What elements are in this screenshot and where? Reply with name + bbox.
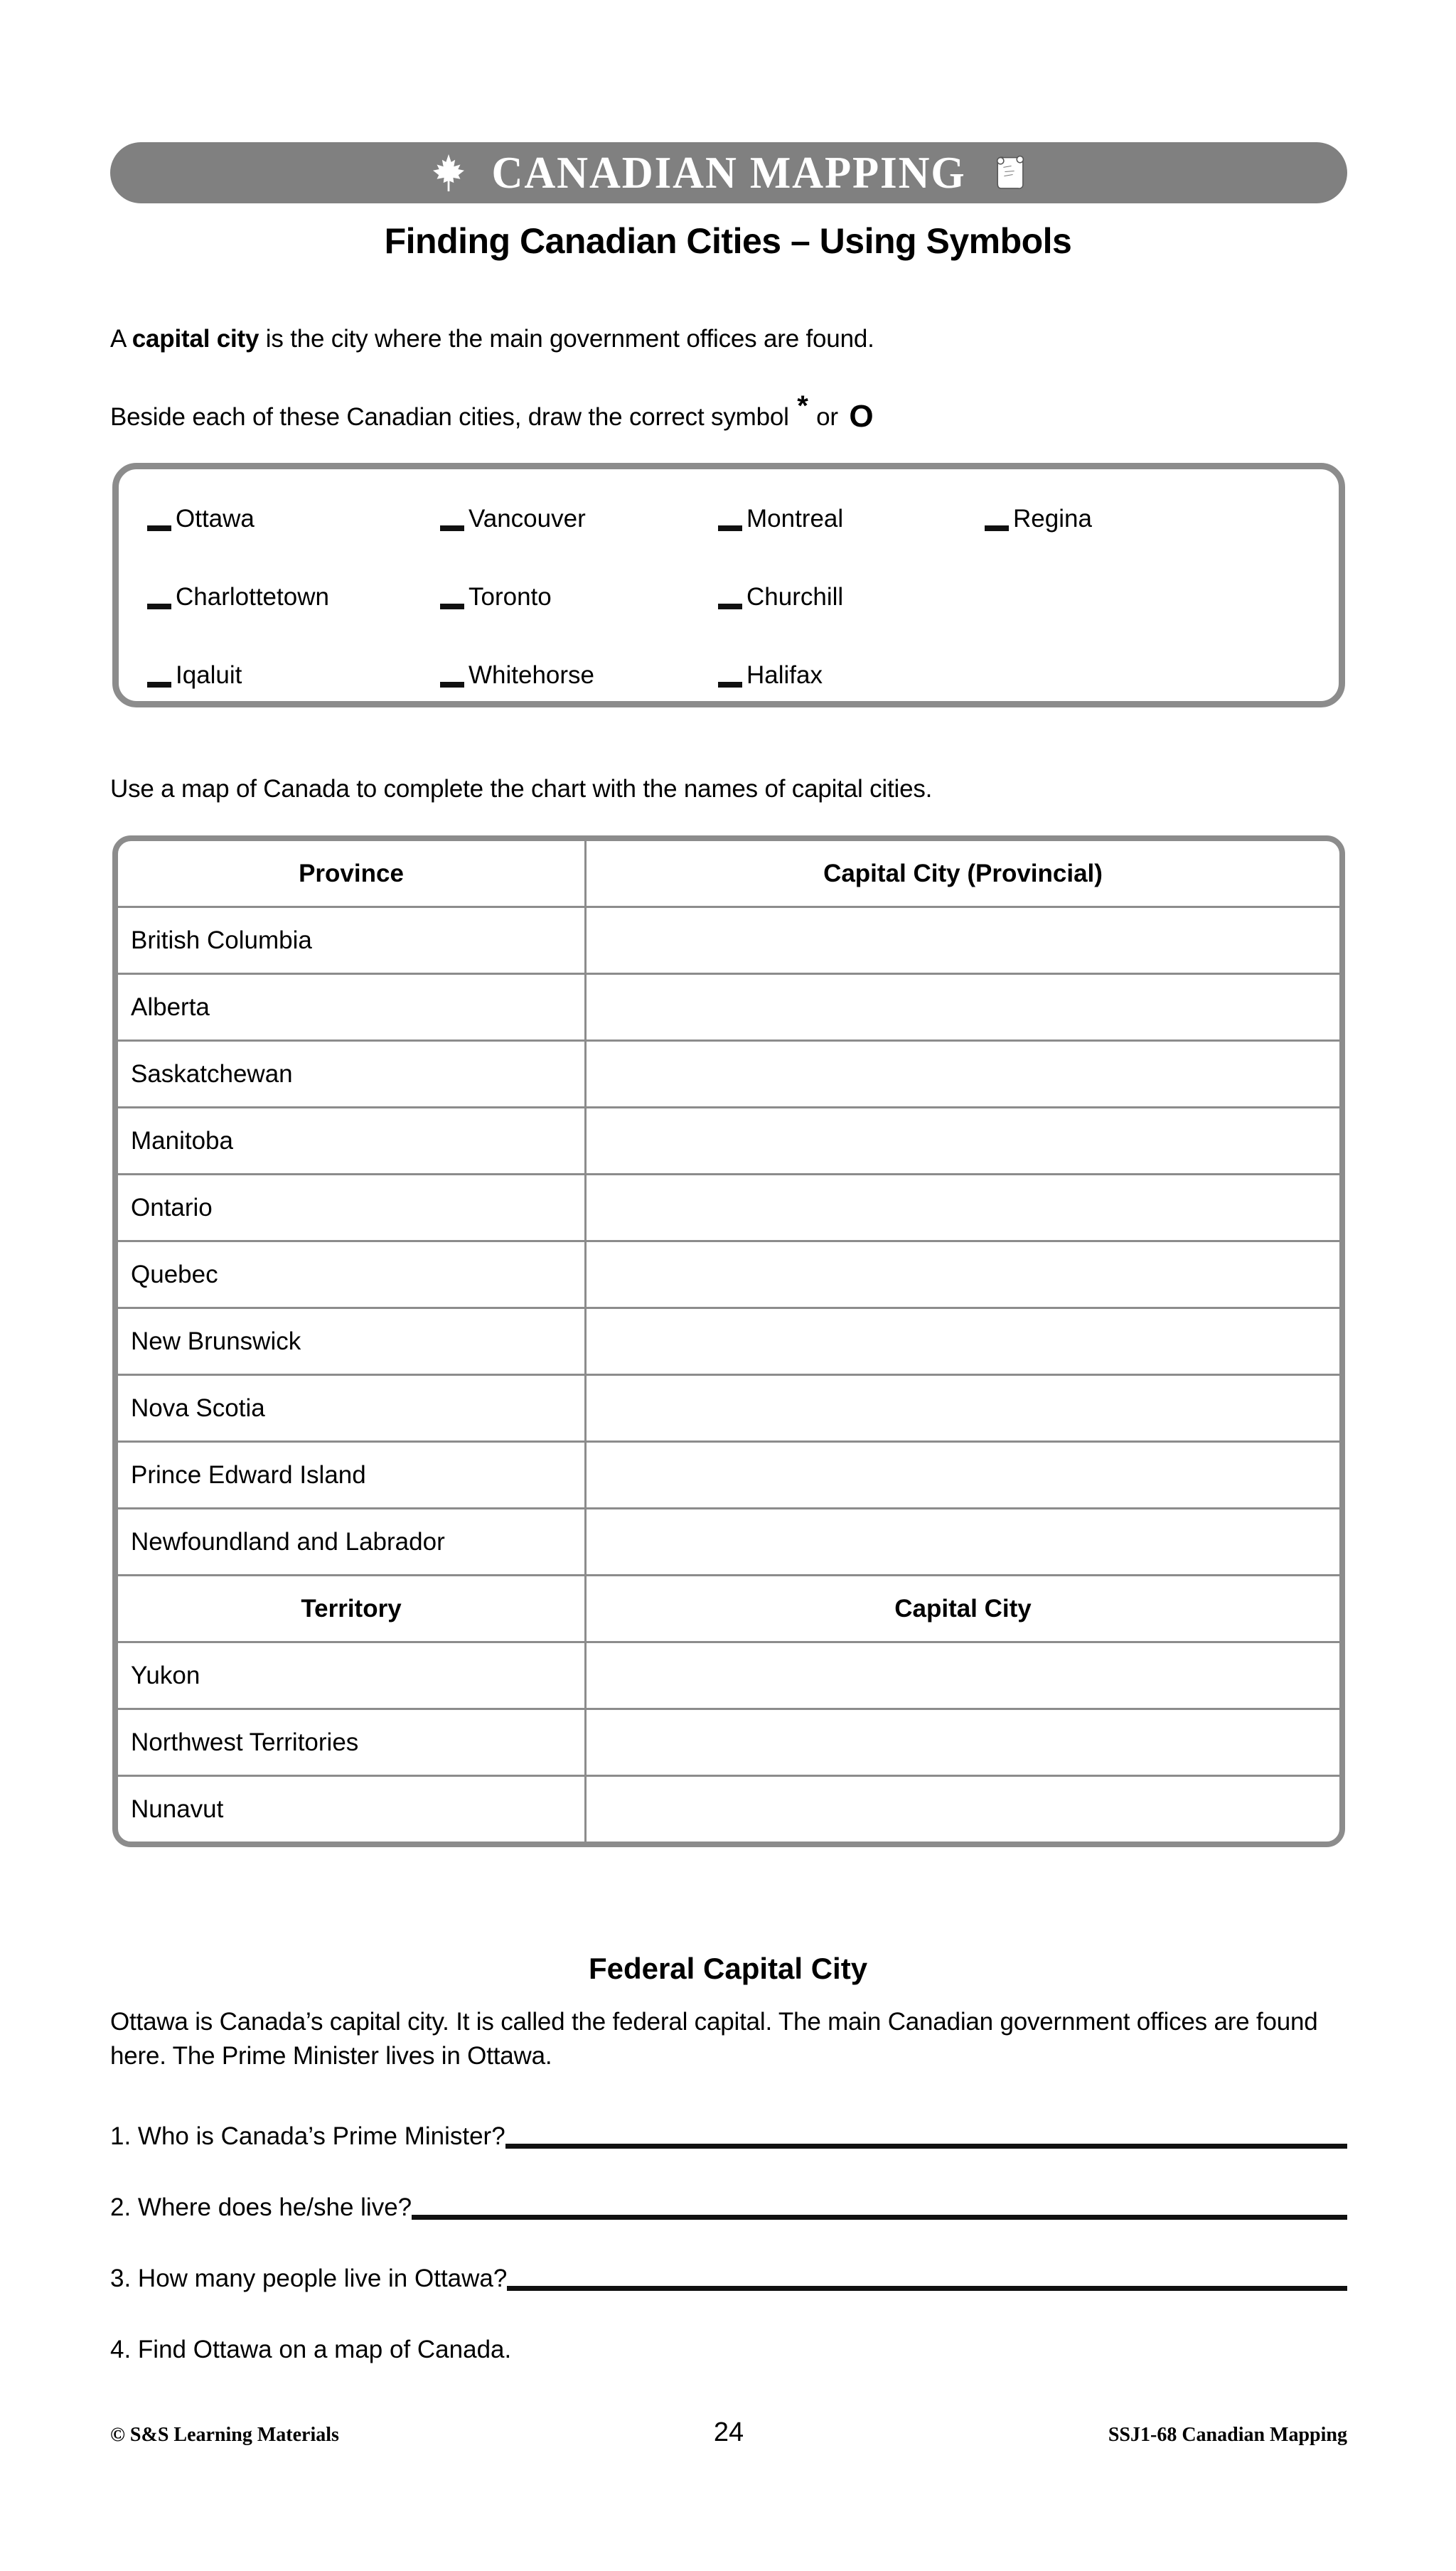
question-3 — [110, 2265, 1347, 2293]
capital-city-definition — [110, 324, 874, 354]
table-row — [118, 1308, 1339, 1375]
province-name: Alberta — [118, 974, 586, 1041]
territory-header-row — [118, 1576, 1339, 1642]
table-row — [118, 1442, 1339, 1509]
city-label: Ottawa — [176, 505, 255, 533]
question-2 — [110, 2193, 1347, 2222]
answer-line[interactable] — [505, 2144, 1347, 2149]
answer-blank[interactable] — [440, 525, 464, 531]
footer-page-number: 24 — [713, 2417, 744, 2447]
territory-name: Northwest Territories — [118, 1709, 586, 1776]
answer-blank[interactable] — [718, 525, 742, 531]
question-text: 4. Find Ottawa on a map of Canada. — [110, 2336, 512, 2363]
answer-blank[interactable] — [718, 604, 742, 609]
province-name: Newfoundland and Labrador — [118, 1509, 586, 1576]
answer-blank[interactable] — [985, 525, 1009, 531]
city-label: Churchill — [746, 583, 844, 611]
capital-answer-cell[interactable] — [586, 1442, 1340, 1509]
symbol-instruction-prefix: Beside each of these Canadian cities, draw the correct symbol — [110, 403, 796, 431]
territory-name: Yukon — [118, 1642, 586, 1709]
symbol-instruction-middle: or — [809, 403, 845, 431]
province-name: British Columbia — [118, 907, 586, 974]
table-row — [118, 1509, 1339, 1576]
answer-blank[interactable] — [718, 682, 742, 688]
table-row — [118, 1709, 1339, 1776]
page-title: Finding Canadian Cities – Using Symbols — [384, 221, 1072, 261]
capital-answer-cell[interactable] — [586, 1776, 1340, 1842]
footer-copyright: © S&S Learning Materials — [110, 2424, 339, 2446]
city-entry-regina[interactable] — [985, 505, 1092, 533]
table-row — [118, 974, 1339, 1041]
capitals-table-wrapper — [112, 835, 1345, 1847]
table-header-row — [118, 841, 1339, 907]
city-entry-ottawa[interactable] — [147, 505, 255, 533]
capital-answer-cell[interactable] — [586, 1041, 1340, 1108]
capitals-table — [118, 841, 1339, 1842]
chart-instruction: Use a map of Canada to complete the chart with the names of capital cities. — [110, 775, 933, 803]
table-row — [118, 1642, 1339, 1709]
territory-name: Nunavut — [118, 1776, 586, 1842]
circle-symbol: O — [849, 399, 874, 434]
column-header-province: Province — [118, 841, 586, 907]
cities-answer-box — [112, 463, 1345, 707]
question-text: 2. Where does he/she live? — [110, 2193, 412, 2221]
question-1 — [110, 2122, 1347, 2151]
answer-line[interactable] — [507, 2286, 1347, 2291]
definition-bold-term: capital city — [132, 325, 259, 353]
answer-blank[interactable] — [147, 525, 171, 531]
capital-answer-cell[interactable] — [586, 1375, 1340, 1442]
city-label: Halifax — [746, 661, 823, 689]
column-header-territorial-capital: Capital City — [586, 1576, 1340, 1642]
footer-product-code: SSJ1-68 Canadian Mapping — [1108, 2424, 1347, 2446]
table-row — [118, 1375, 1339, 1442]
city-label: Regina — [1013, 505, 1092, 533]
city-entry-charlottetown[interactable] — [147, 583, 329, 611]
province-name: Quebec — [118, 1241, 586, 1308]
answer-line[interactable] — [412, 2215, 1347, 2220]
table-row — [118, 1108, 1339, 1175]
city-entry-churchill[interactable] — [718, 583, 843, 611]
answer-blank[interactable] — [440, 682, 464, 688]
maple-leaf-icon — [432, 154, 465, 192]
cities-grid — [119, 469, 1339, 701]
capital-answer-cell[interactable] — [586, 1108, 1340, 1175]
province-name: Nova Scotia — [118, 1375, 586, 1442]
symbol-instruction — [110, 391, 873, 432]
capital-answer-cell[interactable] — [586, 974, 1340, 1041]
city-entry-vancouver[interactable] — [440, 505, 586, 533]
city-entry-halifax[interactable] — [718, 661, 823, 690]
federal-capital-heading: Federal Capital City — [588, 1952, 868, 1985]
city-label: Iqaluit — [176, 661, 242, 689]
city-label: Whitehorse — [469, 661, 595, 689]
capital-answer-cell[interactable] — [586, 1175, 1340, 1241]
question-text: 3. How many people live in Ottawa? — [110, 2265, 508, 2292]
city-label: Toronto — [469, 583, 552, 611]
answer-blank[interactable] — [440, 604, 464, 609]
city-entry-toronto[interactable] — [440, 583, 552, 611]
province-name: Ontario — [118, 1175, 586, 1241]
province-name: Saskatchewan — [118, 1041, 586, 1108]
table-row — [118, 907, 1339, 974]
city-label: Vancouver — [469, 505, 586, 533]
page-footer — [110, 2417, 1347, 2448]
definition-prefix: A — [110, 325, 132, 353]
city-label: Charlottetown — [176, 583, 329, 611]
capital-answer-cell[interactable] — [586, 1709, 1340, 1776]
scroll-map-icon — [992, 153, 1025, 193]
table-row — [118, 1041, 1339, 1108]
page-banner — [110, 142, 1347, 203]
answer-blank[interactable] — [147, 682, 171, 688]
column-header-territory: Territory — [118, 1576, 586, 1642]
city-entry-iqaluit[interactable] — [147, 661, 242, 690]
table-row — [118, 1776, 1339, 1842]
question-4 — [110, 2336, 1347, 2364]
city-entry-whitehorse[interactable] — [440, 661, 594, 690]
question-text: 1. Who is Canada’s Prime Minister? — [110, 2122, 505, 2150]
province-name: Prince Edward Island — [118, 1442, 586, 1509]
capital-answer-cell[interactable] — [586, 1308, 1340, 1375]
answer-blank[interactable] — [147, 604, 171, 609]
capital-answer-cell[interactable] — [586, 1642, 1340, 1709]
capital-answer-cell[interactable] — [586, 1509, 1340, 1576]
capital-answer-cell[interactable] — [586, 907, 1340, 974]
column-header-provincial-capital: Capital City (Provincial) — [586, 841, 1340, 907]
federal-capital-paragraph: Ottawa is Canada’s capital city. It is called the federal capital. The main Canadian government offices are found here. The Prime Minister lives in Ottawa. — [110, 2008, 1318, 2070]
province-name: New Brunswick — [118, 1308, 586, 1375]
definition-suffix: is the city where the main government offices are found. — [259, 325, 874, 353]
city-entry-montreal[interactable] — [718, 505, 843, 533]
star-symbol: * — [797, 390, 808, 422]
city-label: Montreal — [746, 505, 844, 533]
capital-answer-cell[interactable] — [586, 1241, 1340, 1308]
table-row — [118, 1175, 1339, 1241]
table-row — [118, 1241, 1339, 1308]
province-name: Manitoba — [118, 1108, 586, 1175]
banner-title: CANADIAN MAPPING — [491, 147, 966, 198]
